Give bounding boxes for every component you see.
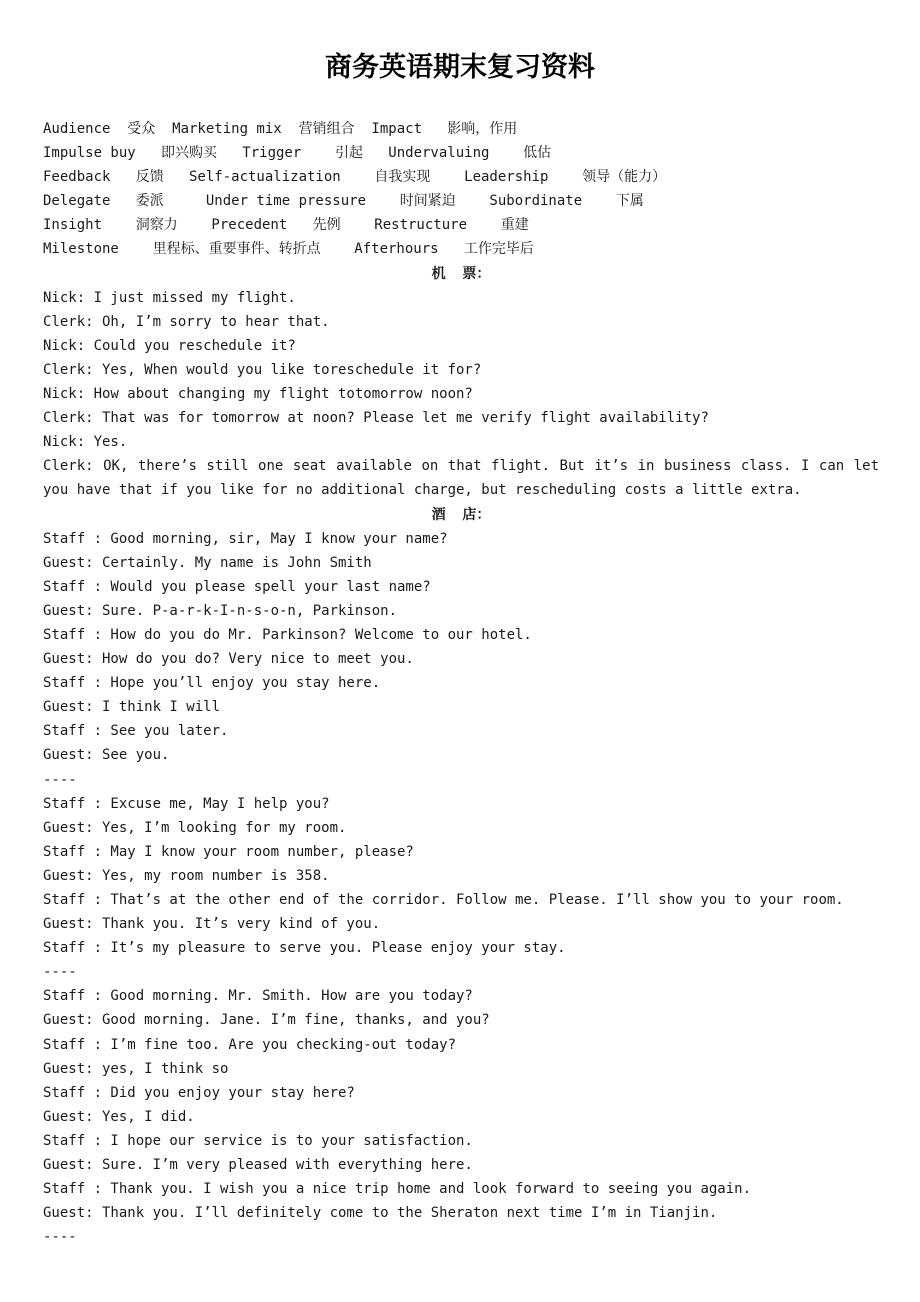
dialogue-line: Staff : Would you please spell your last name? [43, 578, 431, 595]
vocabulary-list [43, 117, 879, 262]
dialogue-line: Staff : May I know your room number, please? [43, 843, 414, 860]
dialogue-line: Staff : Thank you. I wish you a nice trip home and look forward to seeing you again. [43, 1181, 752, 1198]
dialogue-line: Staff : I hope our service is to your satisfaction. [43, 1132, 473, 1149]
hotel-dialogue-checkout [43, 984, 879, 1225]
dialogue-line: Staff : It’s my pleasure to serve you. Please enjoy your stay. [43, 940, 566, 957]
ticket-dialogue [43, 286, 879, 455]
separator: ---- [43, 1229, 77, 1246]
section-heading-ticket: 机 票： [431, 265, 491, 282]
hotel-dialogue-room [43, 792, 879, 961]
vocabulary-row: Milestone 里程标、重要事件、转折点 Afterhours 工作完毕后 [43, 241, 534, 258]
dialogue-line: Clerk: Yes, When would you like toreschedule it for? [43, 361, 482, 378]
dialogue-line: Staff : Hope you’ll enjoy you stay here. [43, 675, 381, 692]
vocabulary-row: Insight 洞察力 Precedent 先例 Restructure 重建 [43, 217, 529, 234]
dialogue-line: Guest: Yes, I’m looking for my room. [43, 819, 347, 836]
vocabulary-row: Feedback 反馈 Self-actualization 自我实现 Leadership 领导（能力） [43, 169, 667, 186]
dialogue-line: Nick: Yes. [43, 434, 128, 451]
page-title: 商务英语期末复习资料 [325, 52, 595, 83]
dialogue-line: Staff : That’s at the other end of the corridor. Follow me. Please. I’ll show you to your room. [43, 892, 844, 908]
separator: ---- [43, 771, 77, 788]
dialogue-line: Clerk: That was for tomorrow at noon? Please let me verify flight availability? [43, 410, 709, 427]
vocabulary-row: Delegate 委派 Under time pressure 时间紧迫 Subordinate 下属 [43, 193, 644, 210]
separator: ---- [43, 964, 77, 981]
dialogue-line: Guest: Thank you. I’ll definitely come to the Sheraton next time I’m in Tianjin. [43, 1205, 718, 1222]
vocabulary-row: Impulse buy 即兴购买 Trigger 引起 Undervaluing 低估 [43, 145, 552, 162]
dialogue-line: Guest: Certainly. My name is John Smith [43, 554, 372, 571]
document-body [43, 117, 879, 1249]
dialogue-line: Staff : Good morning, sir, May I know your name? [43, 530, 448, 547]
dialogue-line: Staff : See you later. [43, 723, 229, 740]
hotel-dialogue-checkin [43, 527, 879, 768]
dialogue-line: Nick: How about changing my flight totomorrow noon? [43, 386, 473, 403]
dialogue-line: Guest: Yes, my room number is 358. [43, 867, 330, 884]
dialogue-line: Guest: Thank you. It’s very kind of you. [43, 916, 381, 933]
dialogue-line: Staff : I’m fine too. Are you checking-out today? [43, 1036, 457, 1053]
dialogue-line: Guest: How do you do? Very nice to meet you. [43, 651, 414, 668]
dialogue-line: Staff : Good morning. Mr. Smith. How are you today? [43, 988, 473, 1005]
dialogue-line: Nick: Could you reschedule it? [43, 337, 296, 354]
dialogue-line: Nick: I just missed my flight. [43, 289, 296, 306]
dialogue-line: Clerk: Oh, I’m sorry to hear that. [43, 313, 330, 330]
dialogue-line: Guest: See you. [43, 747, 170, 764]
section-heading-hotel: 酒 店： [431, 506, 491, 523]
dialogue-line: Guest: Good morning. Jane. I’m fine, thanks, and you? [43, 1012, 490, 1029]
dialogue-line: Guest: Yes, I did. [43, 1108, 195, 1125]
dialogue-line: Staff : Did you enjoy your stay here? [43, 1084, 355, 1101]
vocabulary-row: Audience 受众 Marketing mix 营销组合 Impact 影响，作用 [43, 121, 518, 137]
dialogue-line: Guest: yes, I think so [43, 1060, 229, 1077]
dialogue-line: Staff : Excuse me, May I help you? [43, 795, 330, 812]
dialogue-line: Clerk: OK, there’s still one seat available on that flight. But it’s in business class. I can let you have that if you like for no additional charge, but rescheduling costs a little extra. [43, 458, 879, 499]
dialogue-line: Guest: Sure. P-a-r-k-I-n-s-o-n, Parkinson. [43, 602, 398, 619]
dialogue-line: Guest: Sure. I’m very pleased with everything here. [43, 1157, 473, 1174]
dialogue-line: Guest: I think I will [43, 699, 221, 716]
dialogue-line: Staff : How do you do Mr. Parkinson? Welcome to our hotel. [43, 626, 532, 643]
